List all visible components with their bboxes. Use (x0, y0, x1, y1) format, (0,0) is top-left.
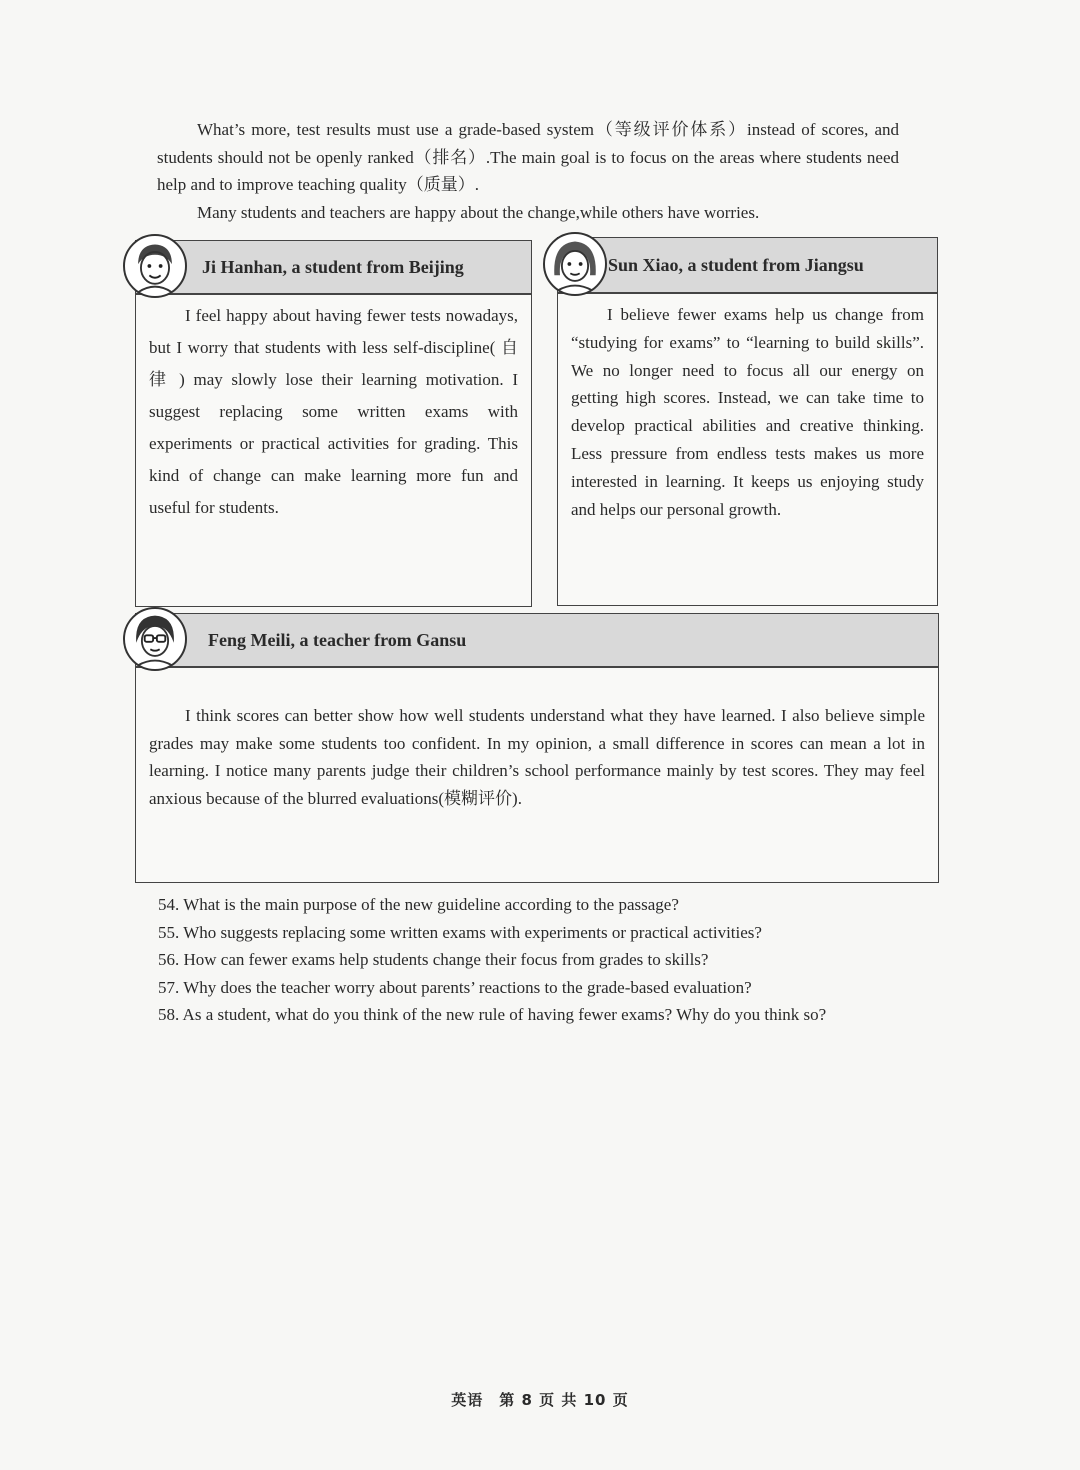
panel-text: I feel happy about having fewer tests nowadays, but I worry that students with less self-discipline( 自 律 ) may slowly lose their learning motivation. I suggest replacing some written exams with experiments or practical activities for grading. This kind of change can make learning more fun and useful for students. (149, 306, 518, 517)
intro-paragraph-1: What’s more, test results must use a grade-based system（等级评价体系）instead of scores, and students should not be openly ranked（排名）.The main goal is to focus on the areas where students need help and to improve teaching quality（质量）. (157, 120, 899, 194)
questions-list (158, 891, 938, 1029)
panel-header-label: Sun Xiao, a student from Jiangsu (608, 254, 864, 275)
girl-avatar-icon (543, 232, 607, 296)
panel-text: I believe fewer exams help us change from “studying for exams” to “learning to build skills”. We no longer need to focus all our energy on getting high scores. Instead, we can take time to develop practical abilities and creative thinking. Less pressure from endless tests makes us more interested in learning. It keeps us enjoying study and helps our personal growth. (571, 305, 924, 519)
page-footer: 英语 第 8 页 共 10 页 (451, 1391, 629, 1409)
question-item: 55. Who suggests replacing some written exams with experiments or practical activities? (158, 922, 762, 942)
question-item: 58. As a student, what do you think of the new rule of having fewer exams? Why do you think so? (158, 1005, 827, 1024)
intro-paragraph-2: Many students and teachers are happy about the change,while others have worries. (197, 202, 760, 222)
panel-header-feng-meili (135, 613, 939, 667)
panel-body-feng-meili (135, 667, 939, 883)
panel-header-label: Ji Hanhan, a student from Beijing (202, 256, 464, 277)
panel-header-ji-hanhan (135, 240, 532, 294)
question-item: 57. Why does the teacher worry about parents’ reactions to the grade-based evaluation? (158, 977, 752, 997)
panel-header-sun-xiao (557, 237, 938, 293)
question-item: 56. How can fewer exams help students change their focus from grades to skills? (158, 950, 709, 969)
panel-body-ji-hanhan (135, 294, 532, 607)
panel-header-label: Feng Meili, a teacher from Gansu (208, 629, 467, 650)
panel-text: I think scores can better show how well students understand what they have learned. I also believe simple grades may make some students too confident. In my opinion, a small difference in scores can mean a lot in learning. I notice many parents judge their children’s school performance mainly by test scores. They may feel anxious because of the blurred evaluations(模糊评价). (149, 706, 925, 808)
panel-body-sun-xiao (557, 293, 938, 606)
boy-avatar-icon (123, 234, 187, 298)
intro-passage (157, 116, 899, 226)
question-item: 54. What is the main purpose of the new guideline according to the passage? (158, 895, 679, 914)
teacher-avatar-icon (123, 607, 187, 671)
